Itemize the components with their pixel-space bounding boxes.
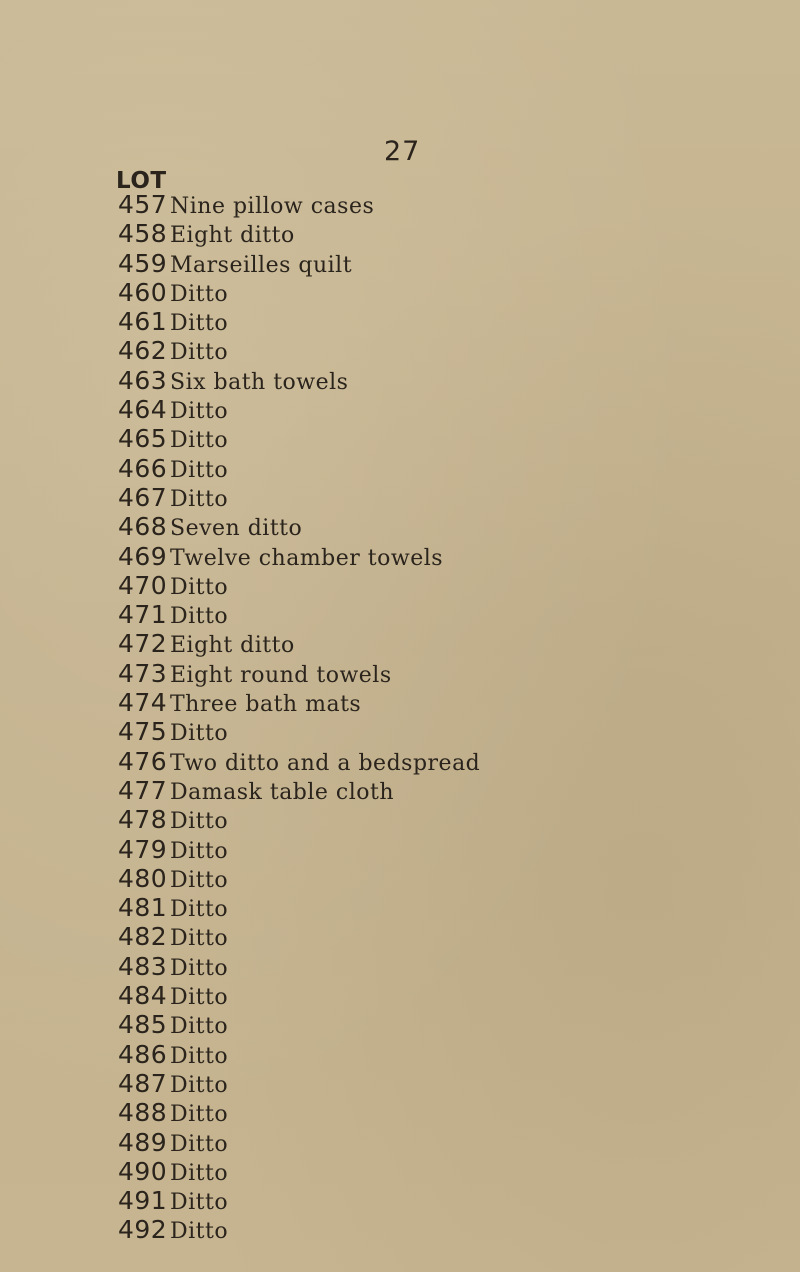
- lot-description: Ditto: [170, 809, 229, 835]
- lot-description: Ditto: [170, 926, 229, 952]
- lot-row: [118, 454, 788, 483]
- lot-row: [118, 395, 788, 424]
- lot-description: Ditto: [170, 1072, 229, 1098]
- lot-description: Eight ditto: [170, 633, 295, 659]
- lot-number: 467: [118, 482, 168, 512]
- lot-number: 483: [118, 951, 168, 981]
- lot-row: [118, 1157, 788, 1186]
- lot-number: 465: [118, 424, 168, 454]
- lot-number: 488: [118, 1098, 168, 1128]
- lot-number: 485: [118, 1010, 168, 1040]
- lot-row: [118, 629, 788, 658]
- lot-number: 489: [118, 1127, 168, 1157]
- lot-number: 459: [118, 248, 168, 278]
- lot-row: [118, 659, 788, 688]
- lot-row: [118, 1040, 788, 1069]
- lot-row: [118, 952, 788, 981]
- lot-row: [118, 1215, 788, 1244]
- lot-description: Ditto: [170, 281, 229, 307]
- lot-number: 470: [118, 570, 168, 600]
- lot-number: 479: [118, 834, 168, 864]
- lot-list: [118, 190, 788, 1245]
- lot-number: 486: [118, 1039, 168, 1069]
- lot-description: Ditto: [170, 574, 229, 600]
- lot-description: Ditto: [170, 1160, 229, 1186]
- lot-row: [118, 249, 788, 278]
- lot-description: Damask table cloth: [170, 779, 395, 805]
- lot-number: 481: [118, 893, 168, 923]
- lot-description: Ditto: [170, 1131, 229, 1157]
- lot-description: Ditto: [170, 985, 229, 1011]
- lot-number: 460: [118, 277, 168, 307]
- lot-row: [118, 1098, 788, 1127]
- lot-number: 462: [118, 336, 168, 366]
- lot-description: Ditto: [170, 1102, 229, 1128]
- lot-number: 474: [118, 688, 168, 718]
- lot-number: 492: [118, 1215, 168, 1245]
- lot-description: Ditto: [170, 867, 229, 893]
- lot-row: [118, 307, 788, 336]
- lot-number: 476: [118, 746, 168, 776]
- lot-row: [118, 336, 788, 365]
- lot-description: Ditto: [170, 838, 229, 864]
- lot-description: Ditto: [170, 721, 229, 747]
- lot-row: [118, 688, 788, 717]
- lot-description: Ditto: [170, 311, 229, 337]
- lot-description: Ditto: [170, 1043, 229, 1069]
- lot-description: Twelve chamber towels: [170, 545, 444, 571]
- lot-row: [118, 893, 788, 922]
- lot-description: Two ditto and a bedspread: [170, 750, 481, 776]
- lot-row: [118, 1069, 788, 1098]
- lot-description: Ditto: [170, 897, 229, 923]
- lot-row: [118, 805, 788, 834]
- lot-row: [118, 424, 788, 453]
- lot-number: 464: [118, 395, 168, 425]
- lot-row: [118, 1010, 788, 1039]
- lot-description: Eight round towels: [170, 662, 392, 688]
- lot-number: 463: [118, 365, 168, 395]
- lot-row: [118, 1128, 788, 1157]
- lot-description: Seven ditto: [170, 516, 303, 542]
- lot-row: [118, 1186, 788, 1215]
- lot-row: [118, 864, 788, 893]
- lot-description: Ditto: [170, 604, 229, 630]
- lot-number: 487: [118, 1068, 168, 1098]
- lot-description: Ditto: [170, 457, 229, 483]
- lot-row: [118, 717, 788, 746]
- lot-row: [118, 600, 788, 629]
- lot-row: [118, 571, 788, 600]
- lot-number: 471: [118, 600, 168, 630]
- lot-row: [118, 512, 788, 541]
- lot-number: 468: [118, 512, 168, 542]
- lot-row: [118, 776, 788, 805]
- lot-description: Ditto: [170, 399, 229, 425]
- lot-description: Ditto: [170, 486, 229, 512]
- lot-number: 490: [118, 1156, 168, 1186]
- page-number: 27: [384, 136, 421, 167]
- lot-description: Marseilles quilt: [170, 252, 353, 278]
- lot-row: [118, 981, 788, 1010]
- lot-row: [118, 278, 788, 307]
- lot-description: Ditto: [170, 340, 229, 366]
- lot-number: 482: [118, 922, 168, 952]
- lot-description: Ditto: [170, 1219, 229, 1245]
- lot-description: Ditto: [170, 428, 229, 454]
- lot-description: Ditto: [170, 1014, 229, 1040]
- lot-number: 475: [118, 717, 168, 747]
- lot-row: [118, 366, 788, 395]
- lot-number: 473: [118, 658, 168, 688]
- lot-row: [118, 219, 788, 248]
- lot-description: Nine pillow cases: [170, 194, 375, 219]
- lot-description: Ditto: [170, 1190, 229, 1216]
- lot-number: 477: [118, 775, 168, 805]
- lot-number: 491: [118, 1186, 168, 1216]
- lot-number: 457: [118, 190, 168, 219]
- lot-row: [118, 922, 788, 951]
- lot-number: 478: [118, 805, 168, 835]
- lot-description: Six bath towels: [170, 369, 349, 395]
- lot-description: Three bath mats: [170, 692, 362, 718]
- lot-description: Ditto: [170, 955, 229, 981]
- lot-column-header: LOT: [116, 168, 167, 194]
- lot-number: 480: [118, 863, 168, 893]
- lot-number: 472: [118, 629, 168, 659]
- lot-row: [118, 483, 788, 512]
- lot-row: [118, 747, 788, 776]
- lot-number: 458: [118, 219, 168, 249]
- lot-row: [118, 835, 788, 864]
- lot-number: 469: [118, 541, 168, 571]
- lot-description: Eight ditto: [170, 223, 295, 249]
- lot-number: 484: [118, 981, 168, 1011]
- lot-number: 466: [118, 453, 168, 483]
- lot-row: [118, 190, 788, 219]
- lot-row: [118, 542, 788, 571]
- lot-number: 461: [118, 307, 168, 337]
